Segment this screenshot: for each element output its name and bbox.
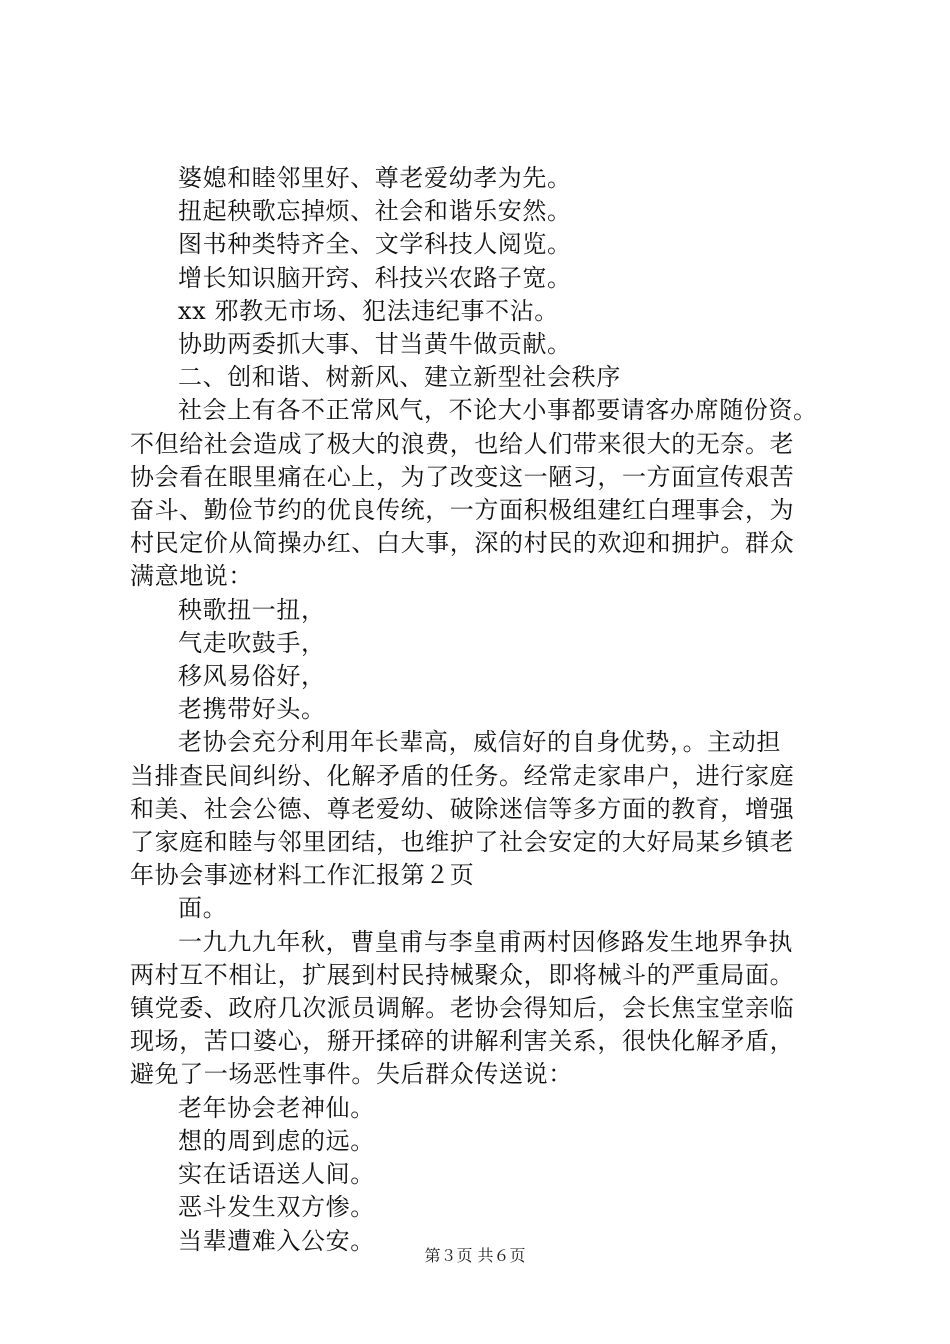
- text-line: 不但给社会造成了极大的浪费，也给人们带来很大的无奈。老: [130, 429, 795, 458]
- text-line: 避免了一场恶性事件。失后群众传送说：: [130, 1060, 573, 1089]
- text-line: 协助两委抓大事、甘当黄牛做贡献。: [178, 330, 572, 359]
- text-line: 满意地说：: [130, 562, 253, 591]
- text-line: 秧歌扭一扭，: [178, 595, 326, 624]
- text-line: 协会看在眼里痛在心上，为了改变这一陋习，一方面宣传艰苦: [130, 462, 795, 491]
- text-line: 增长知识脑开窍、科技兴农路子宽。: [178, 263, 572, 292]
- text-line: 二、创和谐、树新风、建立新型社会秩序: [178, 363, 621, 392]
- page-footer: 第３页 共６页: [424, 1246, 526, 1265]
- text-line: 了家庭和睦与邻里团结，也维护了社会安定的大好局某乡镇老: [130, 828, 795, 857]
- text-line: 移风易俗好，: [178, 662, 326, 691]
- text-line: 面。: [178, 894, 228, 923]
- text-line: 镇党委、政府几次派员调解。老协会得知后，会长焦宝堂亲临: [130, 994, 795, 1023]
- text-line: 当排查民间纠纷、化解矛盾的任务。经常走家串户，进行家庭: [130, 761, 795, 790]
- text-line: 和美、社会公德、尊老爱幼、破除迷信等多方面的教育，增强: [130, 794, 795, 823]
- text-line: 村民定价从简操办红、白大事，深的村民的欢迎和拥护。群众: [130, 529, 795, 558]
- text-line: 当辈遭难入公安。: [178, 1226, 375, 1255]
- text-line: 老年协会老神仙。: [178, 1093, 375, 1122]
- text-line: 一九九九年秋，曹皇甫与李皇甫两村因修路发生地界争执: [178, 927, 793, 956]
- text-line: 实在话语送人间。: [178, 1160, 375, 1189]
- text-line: 想的周到虑的远。: [178, 1126, 375, 1155]
- text-line: 扭起秧歌忘掉烦、社会和谐乐安然。: [178, 197, 572, 226]
- text-line: 现场，苦口婆心，掰开揉碎的讲解利害关系，很快化解矛盾，: [130, 1027, 795, 1056]
- text-line: 年协会事迹材料工作汇报第２页: [130, 861, 475, 890]
- text-line: 老协会充分利用年长辈高，威信好的自身优势，。主动担: [178, 728, 781, 757]
- text-line: xx 邪教无市场、犯法违纪事不沾。: [178, 296, 559, 325]
- text-line: 社会上有各不正常风气，不论大小事都要请客办席随份资。: [178, 396, 818, 425]
- text-line: 恶斗发生双方惨。: [178, 1193, 375, 1222]
- text-line: 气走吹鼓手，: [178, 628, 326, 657]
- text-line: 老携带好头。: [178, 695, 326, 724]
- text-line: 两村互不相让，扩展到村民持械聚众，即将械斗的严重局面。: [130, 960, 795, 989]
- text-line: 奋斗、勤俭节约的优良传统，一方面积极组建红白理事会，为: [130, 496, 795, 525]
- text-line: 图书种类特齐全、文学科技人阅览。: [178, 230, 572, 259]
- document-body: [130, 162, 830, 1258]
- text-line: 婆媳和睦邻里好、尊老爱幼孝为先。: [178, 164, 572, 192]
